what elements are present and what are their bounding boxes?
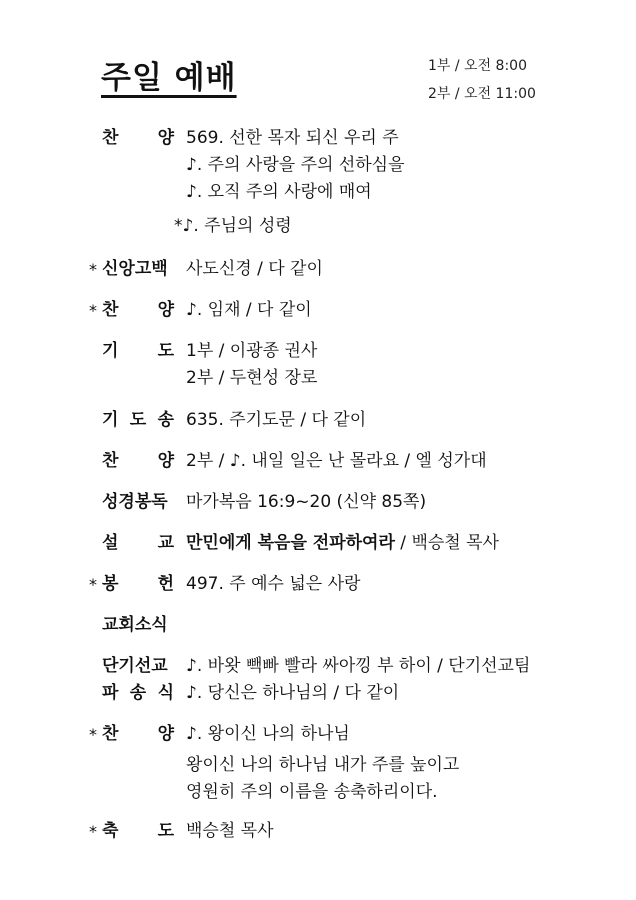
item-label: * 찬 양 [88, 297, 186, 324]
item-label: 파 송 식 [102, 683, 174, 703]
item-label: 단기선교 [102, 656, 168, 676]
item-label: * 신앙고백 [88, 256, 186, 283]
item-content: ♪. 바왓 빽빠 빨라 싸아낑 부 하이 / 단기선교팀 [186, 656, 531, 676]
item-content: 마가복음 16:9~20 (신약 85쪽) [186, 492, 427, 512]
order-item-praise-2 [88, 297, 608, 324]
order-item-scripture [88, 489, 608, 516]
lyric-line: 왕이신 나의 하나님 내가 주를 높이고 [186, 755, 460, 775]
item-label: * 봉 헌 [88, 571, 186, 598]
order-item-praise-4 [88, 721, 608, 806]
page-title: 주일 예배 [101, 60, 237, 96]
song-line: ♪. 오직 주의 사랑에 매여 [186, 182, 372, 202]
item-content: ♪. 임재 / 다 같이 [186, 300, 312, 320]
lyric-line: 영원히 주의 이름을 송축하리이다. [186, 782, 438, 802]
standing-mark: * [89, 260, 97, 279]
song-line: ♪. 왕이신 나의 하나님 [186, 724, 350, 744]
item-label: 찬 양 [102, 451, 174, 471]
song-line: ♪. 주의 사랑을 주의 선하심을 [186, 155, 405, 175]
item-label: * 축 도 [88, 818, 186, 845]
standing-mark: * [89, 822, 97, 841]
order-item-prayer [88, 338, 608, 392]
sermon-title: 만민에게 복음을 전파하여라 [186, 533, 395, 553]
preacher: / 백승철 목사 [394, 533, 499, 553]
item-content: 2부 / ♪. 내일 일은 난 몰라요 / 엘 성가대 [186, 451, 487, 471]
item-label: * 찬 양 [88, 721, 186, 806]
item-label: 교회소식 [102, 615, 168, 635]
service-time-1: 1부 / 오전 8:00 [428, 58, 527, 74]
item-content [174, 125, 405, 240]
item-content: 635. 주기도문 / 다 같이 [186, 410, 367, 430]
prayer-line: 1부 / 이광종 권사 [186, 341, 318, 361]
hymn-line: 569. 선한 목자 되신 우리 주 [186, 128, 399, 148]
item-label: 기 도 송 [102, 410, 174, 430]
order-item-praise-1 [88, 125, 608, 240]
item-content [186, 530, 499, 557]
order-item-offering [88, 571, 608, 598]
item-content: 백승철 목사 [186, 821, 274, 841]
order-item-sending [88, 680, 608, 707]
item-content: 497. 주 예수 넓은 사랑 [186, 574, 361, 594]
item-label: 찬 양 [102, 128, 174, 148]
standing-mark: * [89, 725, 97, 744]
item-label: 기 도 [102, 341, 174, 361]
item-label: 설 교 [102, 533, 174, 553]
item-label: 성경봉독 [102, 492, 168, 512]
order-item-sermon [88, 530, 608, 557]
song-line: *♪. 주님의 성령 [174, 216, 292, 236]
order-item-creed [88, 256, 608, 283]
order-item-benediction [88, 818, 608, 845]
prayer-line: 2부 / 두현성 장로 [186, 368, 318, 388]
order-item-praise-3 [88, 448, 608, 475]
item-content: ♪. 당신은 하나님의 / 다 같이 [186, 683, 400, 703]
order-item-prayer-song [88, 407, 608, 434]
service-time-2: 2부 / 오전 11:00 [428, 86, 536, 102]
standing-mark: * [89, 301, 97, 320]
order-item-announcements [88, 612, 608, 639]
item-content: 사도신경 / 다 같이 [186, 259, 323, 279]
standing-mark: * [89, 575, 97, 594]
order-item-mission [88, 653, 608, 680]
